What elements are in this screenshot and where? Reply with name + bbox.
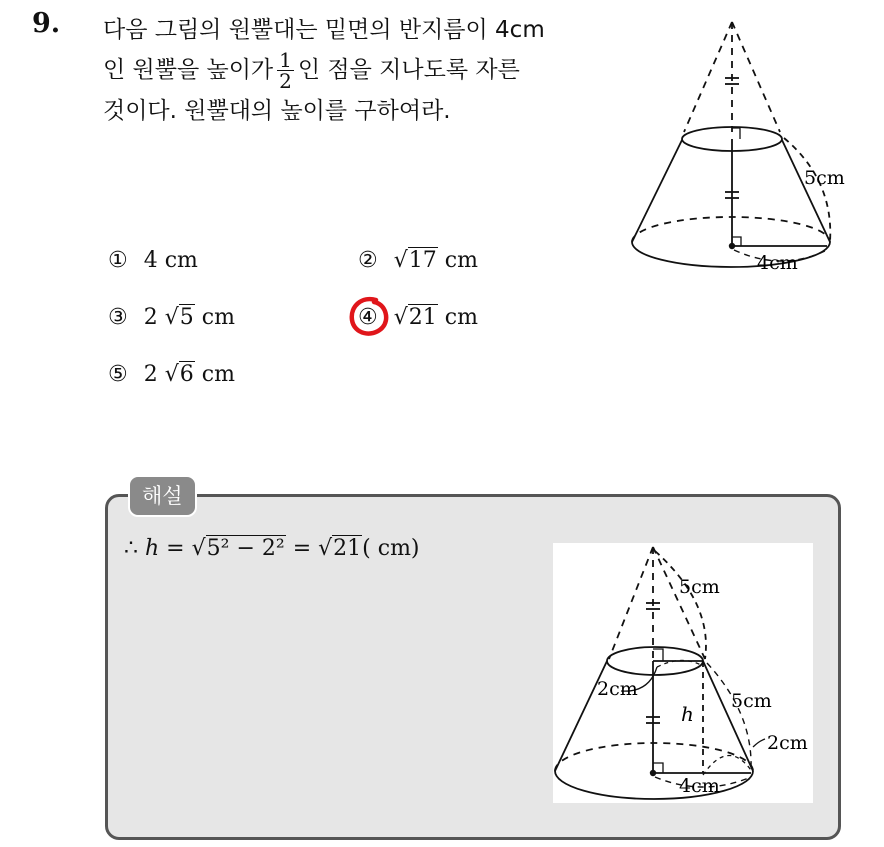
- equals-2: =: [292, 536, 312, 561]
- result-sqrt: √21: [318, 536, 362, 561]
- therefore-symbol: ∴: [124, 536, 138, 561]
- bottom-radius-label: 4cm: [679, 775, 720, 797]
- choice-5[interactable]: [108, 362, 235, 387]
- choice-3-radicand: 5: [179, 305, 194, 330]
- choice-5-mark: ⑤: [108, 362, 128, 387]
- choice-3[interactable]: [108, 305, 235, 330]
- frustum-bottom-back: [632, 217, 830, 242]
- cone-dashed-left: [684, 22, 732, 132]
- question-line-2-start: 인 원뿔을 높이가: [103, 57, 274, 83]
- frustum2-right-side: [703, 661, 753, 771]
- frustum-figure: [622, 10, 845, 285]
- choice-3-mark: ③: [108, 305, 128, 330]
- question-number: 9.: [32, 8, 61, 39]
- base-center-dot: [729, 243, 735, 249]
- choice-2-sqrt: √17: [393, 248, 437, 273]
- right-angle-top: [732, 128, 740, 139]
- offset-leader: [753, 739, 765, 747]
- choice-1[interactable]: [108, 248, 198, 273]
- selection-ring-icon: [346, 294, 392, 340]
- fraction-one-half: [277, 50, 294, 91]
- offset-label: 2cm: [767, 732, 808, 754]
- solution-tab: 해설: [128, 475, 197, 517]
- offset-arc: [703, 755, 753, 775]
- fraction-denominator: 2: [279, 69, 292, 93]
- solution-frustum-figure: [553, 543, 813, 803]
- choice-5-coef: 2: [143, 362, 158, 387]
- sqrt-radicand: 5² − 2²: [206, 536, 285, 561]
- choice-5-radicand: 6: [179, 362, 194, 387]
- choice-2-unit: cm: [444, 248, 478, 273]
- choice-3-sqrt: √5: [164, 305, 194, 330]
- choice-1-value: 4: [143, 248, 158, 273]
- solution-equation: [124, 536, 420, 561]
- base2-center-dot: [650, 770, 656, 776]
- radius-label: 4cm: [757, 252, 798, 274]
- result-unit: ( cm): [362, 536, 420, 561]
- choice-1-mark: ①: [108, 248, 128, 273]
- sqrt-expression: √5² − 2²: [191, 536, 285, 561]
- frustum-left-side: [632, 140, 682, 242]
- result-radicand: 21: [333, 536, 362, 561]
- slant2-label: 5cm: [731, 690, 772, 712]
- question-line-1: 다음 그림의 원뿔대는 밑면의 반지름이 4cm: [103, 17, 545, 43]
- choice-5-unit: cm: [201, 362, 235, 387]
- slant-label: 5cm: [804, 167, 845, 189]
- top-slant-label: 5cm: [679, 576, 720, 598]
- question-line-2: [103, 50, 613, 91]
- height-label: h: [681, 702, 694, 726]
- question-line-2-end: 인 점을 지나도록 자른: [297, 57, 520, 83]
- choice-3-coef: 2: [143, 305, 158, 330]
- right-angle2-top: [653, 649, 663, 661]
- cone2-dashed-right: [653, 547, 705, 659]
- height-variable: h: [145, 536, 160, 561]
- choice-4-mark: ④: [358, 305, 378, 330]
- equals-1: =: [166, 536, 185, 561]
- choice-2-mark: ②: [358, 248, 378, 273]
- choice-2-radicand: 17: [408, 248, 437, 273]
- choice-1-unit: cm: [164, 248, 198, 273]
- top-radius-label: 2cm: [597, 678, 638, 700]
- fraction-numerator: 1: [279, 48, 292, 72]
- choice-4-unit: cm: [444, 305, 478, 330]
- question-line-3: 것이다. 원뿔대의 높이를 구하여라.: [103, 98, 451, 124]
- cone-dashed-right: [732, 22, 780, 132]
- choice-4-radicand: 21: [408, 305, 437, 330]
- choice-3-unit: cm: [201, 305, 235, 330]
- choice-2[interactable]: [358, 248, 478, 273]
- choice-5-sqrt: √6: [164, 362, 194, 387]
- question-text: [103, 10, 613, 131]
- choice-4-sqrt: √21: [393, 305, 437, 330]
